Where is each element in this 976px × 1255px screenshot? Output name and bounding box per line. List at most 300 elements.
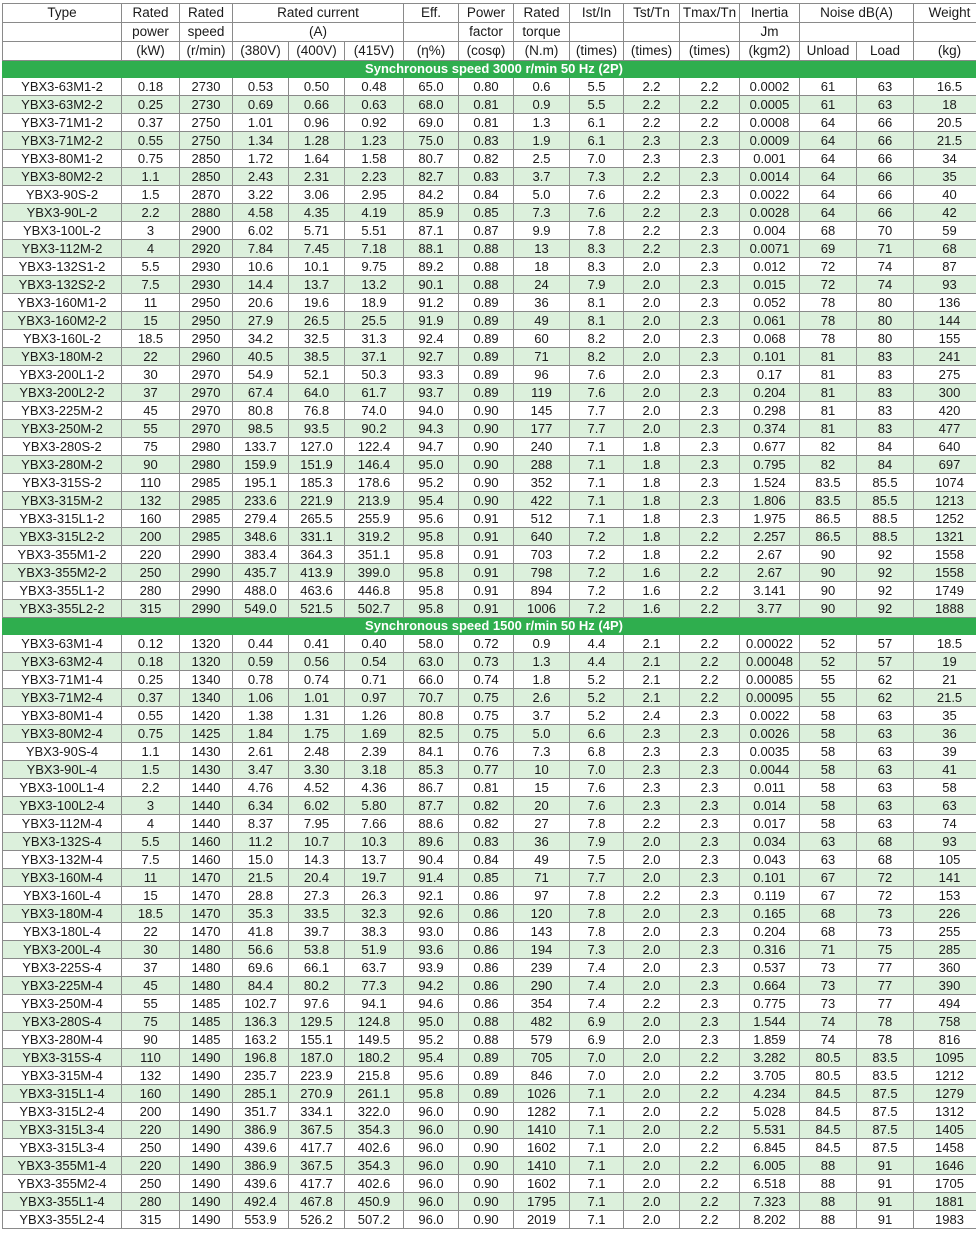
table-cell: 0.63 [345,96,404,114]
table-cell: 2.3 [680,474,740,492]
table-cell: 92.4 [404,330,459,348]
table-cell: 93.7 [404,384,459,402]
table-cell: 20 [514,797,570,815]
table-cell: 3 [122,222,180,240]
table-cell: 3 [122,797,180,815]
table-cell: 13.7 [345,851,404,869]
table-cell: 90.1 [404,276,459,294]
section-title: Synchronous speed 3000 r/min 50 Hz (2P) [3,61,976,78]
table-cell: 83.5 [857,1067,914,1085]
eff-unit: (η%) [404,42,459,61]
table-cell: 95.8 [404,528,459,546]
table-cell: 97 [514,887,570,905]
table-cell: 200 [122,528,180,546]
table-cell: 2900 [180,222,233,240]
table-cell: 2.0 [624,1139,680,1157]
table-cell: 80 [857,312,914,330]
table-cell: 187.0 [289,1049,345,1067]
table-cell: 10.7 [289,833,345,851]
table-cell: 83 [857,348,914,366]
table-cell: 0.82 [459,150,514,168]
table-cell: 390 [914,977,976,995]
table-cell: 7.9 [570,276,624,294]
table-cell: 235.7 [233,1067,289,1085]
table-cell: 73 [800,995,857,1013]
table-cell: 2850 [180,150,233,168]
table-cell: 75.0 [404,132,459,150]
table-cell: 0.83 [459,168,514,186]
table-cell: 25.5 [345,312,404,330]
model-type-cell: YBX3-71M2-2 [3,132,122,150]
table-cell: 1440 [180,815,233,833]
table-cell: 7.4 [570,995,624,1013]
table-cell: 0.56 [289,653,345,671]
table-cell: 7.9 [570,833,624,851]
table-cell: 7.2 [570,528,624,546]
model-type-cell: YBX3-71M1-2 [3,114,122,132]
table-cell: 9.9 [514,222,570,240]
model-type-cell: YBX3-90L-2 [3,204,122,222]
table-cell: 90 [122,1031,180,1049]
table-cell: 1.8 [514,671,570,689]
table-cell: 1279 [914,1085,976,1103]
table-cell: 87.5 [857,1085,914,1103]
table-cell: 0.204 [740,923,800,941]
table-cell: 2.95 [345,186,404,204]
table-row [3,887,976,905]
table-cell: 1410 [514,1157,570,1175]
table-cell: 84 [857,456,914,474]
table-row [3,959,976,977]
table-cell: 95.8 [404,546,459,564]
table-cell: 2970 [180,384,233,402]
table-cell: 2.3 [680,240,740,258]
table-cell: 2985 [180,510,233,528]
table-cell: 95.2 [404,474,459,492]
table-cell: 1410 [514,1121,570,1139]
table-cell: 78 [800,294,857,312]
model-type-cell: YBX3-112M-2 [3,240,122,258]
table-cell: 2.3 [680,366,740,384]
table-cell: 58 [800,815,857,833]
table-cell: 0.00095 [740,689,800,707]
table-cell: 0.89 [459,1067,514,1085]
table-cell: 61.7 [345,384,404,402]
table-cell: 90.4 [404,851,459,869]
table-cell: 7.3 [514,743,570,761]
table-cell: 149.5 [345,1031,404,1049]
table-cell: 68 [914,240,976,258]
tmax-tn-unit: (times) [680,42,740,61]
table-cell: 2850 [180,168,233,186]
table-cell: 3.282 [740,1049,800,1067]
table-cell: 2.3 [680,330,740,348]
table-cell: 0.82 [459,797,514,815]
table-cell: 0.81 [459,779,514,797]
table-cell: 63 [857,761,914,779]
table-cell: 2.3 [680,761,740,779]
table-cell: 1.8 [624,528,680,546]
table-cell: 92 [857,564,914,582]
table-cell: 63 [914,797,976,815]
table-cell: 0.83 [459,132,514,150]
table-cell: 2.2 [624,204,680,222]
table-cell: 7.1 [570,1103,624,1121]
table-cell: 2.0 [624,977,680,995]
model-type-cell: YBX3-90S-4 [3,743,122,761]
table-cell: 1.01 [289,689,345,707]
table-cell: 367.5 [289,1157,345,1175]
table-cell: 1.975 [740,510,800,528]
table-cell: 82.7 [404,168,459,186]
table-cell: 39.7 [289,923,345,941]
table-cell: 0.73 [459,653,514,671]
table-cell: 1405 [914,1121,976,1139]
table-cell: 2.6 [514,689,570,707]
table-cell: 2.3 [680,941,740,959]
table-cell: 91.4 [404,869,459,887]
table-cell: 180.2 [345,1049,404,1067]
table-cell: 0.78 [233,671,289,689]
table-cell: 1460 [180,851,233,869]
table-cell: 0.0022 [740,186,800,204]
table-cell: 133.7 [233,438,289,456]
table-cell: 96.0 [404,1103,459,1121]
table-cell: 67.4 [233,384,289,402]
table-cell: 1213 [914,492,976,510]
table-cell: 3.06 [289,186,345,204]
table-cell: 2.3 [680,833,740,851]
table-cell: 0.0028 [740,204,800,222]
table-cell: 1490 [180,1175,233,1193]
table-row [3,438,976,456]
table-cell: 7.1 [570,1139,624,1157]
table-cell: 4.35 [289,204,345,222]
table-cell: 758 [914,1013,976,1031]
table-cell: 0.0002 [740,78,800,96]
table-cell: 0.061 [740,312,800,330]
table-cell: 64 [800,114,857,132]
table-cell: 64 [800,204,857,222]
table-cell: 2.2 [624,887,680,905]
table-cell: 80 [857,294,914,312]
table-cell: 74.0 [345,402,404,420]
model-type-cell: YBX3-280S-4 [3,1013,122,1031]
table-cell: 88.5 [857,510,914,528]
table-cell: 2.0 [624,869,680,887]
table-cell: 0.91 [459,546,514,564]
table-cell: 2.3 [680,797,740,815]
table-cell: 2.3 [680,150,740,168]
table-cell: 2.2 [680,1121,740,1139]
table-cell: 87.5 [857,1121,914,1139]
rated-current-header: Rated current [233,4,404,23]
table-row [3,132,976,150]
motor-spec-table [2,3,976,1229]
table-cell: 315 [122,600,180,618]
table-cell: 2.31 [289,168,345,186]
table-cell: 110 [122,474,180,492]
table-cell: 90 [122,456,180,474]
model-type-cell: YBX3-315M-4 [3,1067,122,1085]
table-cell: 88 [800,1157,857,1175]
table-cell: 0.89 [459,312,514,330]
table-cell: 0.0014 [740,168,800,186]
table-cell: 334.1 [289,1103,345,1121]
table-cell: 62 [857,671,914,689]
table-cell: 1490 [180,1103,233,1121]
table-cell: 98.5 [233,420,289,438]
table-cell: 4.52 [289,779,345,797]
table-cell: 10.1 [289,258,345,276]
table-cell: 1881 [914,1193,976,1211]
table-cell: 2.2 [680,653,740,671]
table-row [3,348,976,366]
table-cell: 66 [857,168,914,186]
table-cell: 2.0 [624,1031,680,1049]
table-cell: 2.3 [680,851,740,869]
table-cell: 1.38 [233,707,289,725]
table-cell: 2.3 [680,743,740,761]
table-cell: 6.02 [233,222,289,240]
table-row [3,222,976,240]
table-cell: 2.257 [740,528,800,546]
table-cell: 0.052 [740,294,800,312]
table-cell: 0.59 [233,653,289,671]
model-type-cell: YBX3-160L-2 [3,330,122,348]
table-cell: 0.00085 [740,671,800,689]
table-cell: 2.67 [740,546,800,564]
table-cell: 2.3 [680,510,740,528]
model-type-cell: YBX3-63M1-2 [3,78,122,96]
table-cell: 1.524 [740,474,800,492]
table-cell: 1.544 [740,1013,800,1031]
table-cell: 2.5 [514,150,570,168]
table-cell: 2.0 [624,384,680,402]
table-cell: 36 [514,294,570,312]
table-cell: 2.2 [624,815,680,833]
table-cell: 0.75 [122,150,180,168]
model-type-cell: YBX3-355M2-4 [3,1175,122,1193]
table-cell: 2920 [180,240,233,258]
table-cell: 80.7 [404,150,459,168]
table-cell: 5.2 [570,689,624,707]
table-cell: 0.53 [233,78,289,96]
table-cell: 34 [914,150,976,168]
model-type-cell: YBX3-315L1-2 [3,510,122,528]
table-cell: 85.9 [404,204,459,222]
table-cell: 300 [914,384,976,402]
table-cell: 2.1 [624,671,680,689]
table-cell: 18.5 [122,330,180,348]
table-cell: 1490 [180,1211,233,1229]
table-cell: 2950 [180,294,233,312]
table-cell: 7.6 [570,384,624,402]
table-cell: 239 [514,959,570,977]
table-row [3,725,976,743]
table-cell: 85.5 [857,492,914,510]
table-cell: 18 [514,258,570,276]
table-cell: 2.2 [680,1193,740,1211]
table-cell: 2.3 [624,725,680,743]
table-cell: 6.34 [233,797,289,815]
noise-header: Noise dB(A) [800,4,914,23]
table-cell: 0.90 [459,402,514,420]
model-type-cell: YBX3-90L-4 [3,761,122,779]
table-cell: 331.1 [289,528,345,546]
table-cell: 42 [914,204,976,222]
table-cell: 0.40 [345,635,404,653]
table-cell: 19 [914,653,976,671]
table-cell: 11 [122,294,180,312]
table-cell: 35 [914,707,976,725]
table-cell: 7.2 [570,600,624,618]
table-cell: 2.2 [680,1157,740,1175]
table-row [3,258,976,276]
table-cell: 0.75 [459,689,514,707]
table-cell: 7.5 [122,851,180,869]
table-cell: 1.6 [624,600,680,618]
table-cell: 463.6 [289,582,345,600]
table-cell: 1749 [914,582,976,600]
table-cell: 38.5 [289,348,345,366]
table-cell: 83 [857,420,914,438]
table-cell: 2.3 [680,869,740,887]
model-type-cell: YBX3-315L2-2 [3,528,122,546]
table-cell: 2.0 [624,1067,680,1085]
table-cell: 3.22 [233,186,289,204]
table-cell: 7.0 [570,1067,624,1085]
table-cell: 38.3 [345,923,404,941]
table-cell: 196.8 [233,1049,289,1067]
table-cell: 7.4 [570,977,624,995]
table-row [3,923,976,941]
table-cell: 59 [914,222,976,240]
table-cell: 0.55 [122,707,180,725]
table-cell: 2.3 [680,1031,740,1049]
table-cell: 0.86 [459,995,514,1013]
table-cell: 2.3 [680,456,740,474]
table-cell: 7.0 [570,761,624,779]
table-cell: 6.6 [570,725,624,743]
table-cell: 1095 [914,1049,976,1067]
table-cell: 0.90 [459,456,514,474]
table-cell: 30 [122,941,180,959]
table-cell: 7.323 [740,1193,800,1211]
table-cell: 8.1 [570,312,624,330]
rated-torque-header: Rated [514,4,570,23]
inertia-header-line2: Jm [740,23,800,42]
model-type-cell: YBX3-280M-2 [3,456,122,474]
table-cell: 7.1 [570,1121,624,1139]
table-cell: 0.86 [459,887,514,905]
table-cell: 5.5 [122,258,180,276]
table-cell: 58 [914,779,976,797]
table-cell: 49 [514,312,570,330]
table-cell: 7.8 [570,815,624,833]
table-cell: 80 [857,330,914,348]
table-cell: 220 [122,546,180,564]
model-type-cell: YBX3-160M2-2 [3,312,122,330]
table-cell: 1705 [914,1175,976,1193]
voltage-380-header: (380V) [233,42,289,61]
voltage-415-header: (415V) [345,42,404,61]
table-cell: 66 [857,204,914,222]
table-cell: 2.0 [624,276,680,294]
table-cell: 0.25 [122,671,180,689]
table-row [3,1139,976,1157]
table-cell: 7.1 [570,456,624,474]
table-cell: 0.664 [740,977,800,995]
table-cell: 129.5 [289,1013,345,1031]
table-cell: 383.4 [233,546,289,564]
table-row [3,1013,976,1031]
table-cell: 96.0 [404,1121,459,1139]
table-cell: 74 [800,1013,857,1031]
table-row [3,1193,976,1211]
table-cell: 1480 [180,977,233,995]
table-cell: 56.6 [233,941,289,959]
table-cell: 2.2 [680,96,740,114]
table-cell: 7.95 [289,815,345,833]
model-type-cell: YBX3-355M2-2 [3,564,122,582]
table-cell: 5.531 [740,1121,800,1139]
table-cell: 0.92 [345,114,404,132]
table-cell: 66.0 [404,671,459,689]
table-cell: 0.72 [459,635,514,653]
table-cell: 265.5 [289,510,345,528]
table-row [3,1175,976,1193]
table-cell: 0.89 [459,384,514,402]
table-cell: 2.0 [624,330,680,348]
table-cell: 91.9 [404,312,459,330]
motor-spec-sheet [2,3,975,1229]
table-cell: 0.85 [459,869,514,887]
table-cell: 95.6 [404,1067,459,1085]
table-cell: 160 [122,1085,180,1103]
table-cell: 15 [122,312,180,330]
table-row [3,761,976,779]
model-type-cell: YBX3-225S-4 [3,959,122,977]
table-cell: 0.001 [740,150,800,168]
table-cell: 58.0 [404,635,459,653]
table-cell: 64.0 [289,384,345,402]
table-cell: 1480 [180,941,233,959]
table-cell: 1425 [180,725,233,743]
table-cell: 45 [122,402,180,420]
table-cell: 63 [857,815,914,833]
table-cell: 74 [857,276,914,294]
table-cell: 0.677 [740,438,800,456]
table-row [3,168,976,186]
table-cell: 2.0 [624,1121,680,1139]
table-cell: 213.9 [345,492,404,510]
table-cell: 61 [800,96,857,114]
table-cell: 3.7 [514,168,570,186]
ist-in-unit: (times) [570,42,624,61]
table-cell: 95.8 [404,600,459,618]
model-type-cell: YBX3-180L-4 [3,923,122,941]
table-cell: 70 [857,222,914,240]
model-type-cell: YBX3-112M-4 [3,815,122,833]
table-cell: 0.204 [740,384,800,402]
table-cell: 0.89 [459,366,514,384]
table-row [3,1031,976,1049]
table-cell: 83.5 [800,474,857,492]
table-cell: 3.705 [740,1067,800,1085]
table-cell: 64 [800,186,857,204]
table-row [3,456,976,474]
